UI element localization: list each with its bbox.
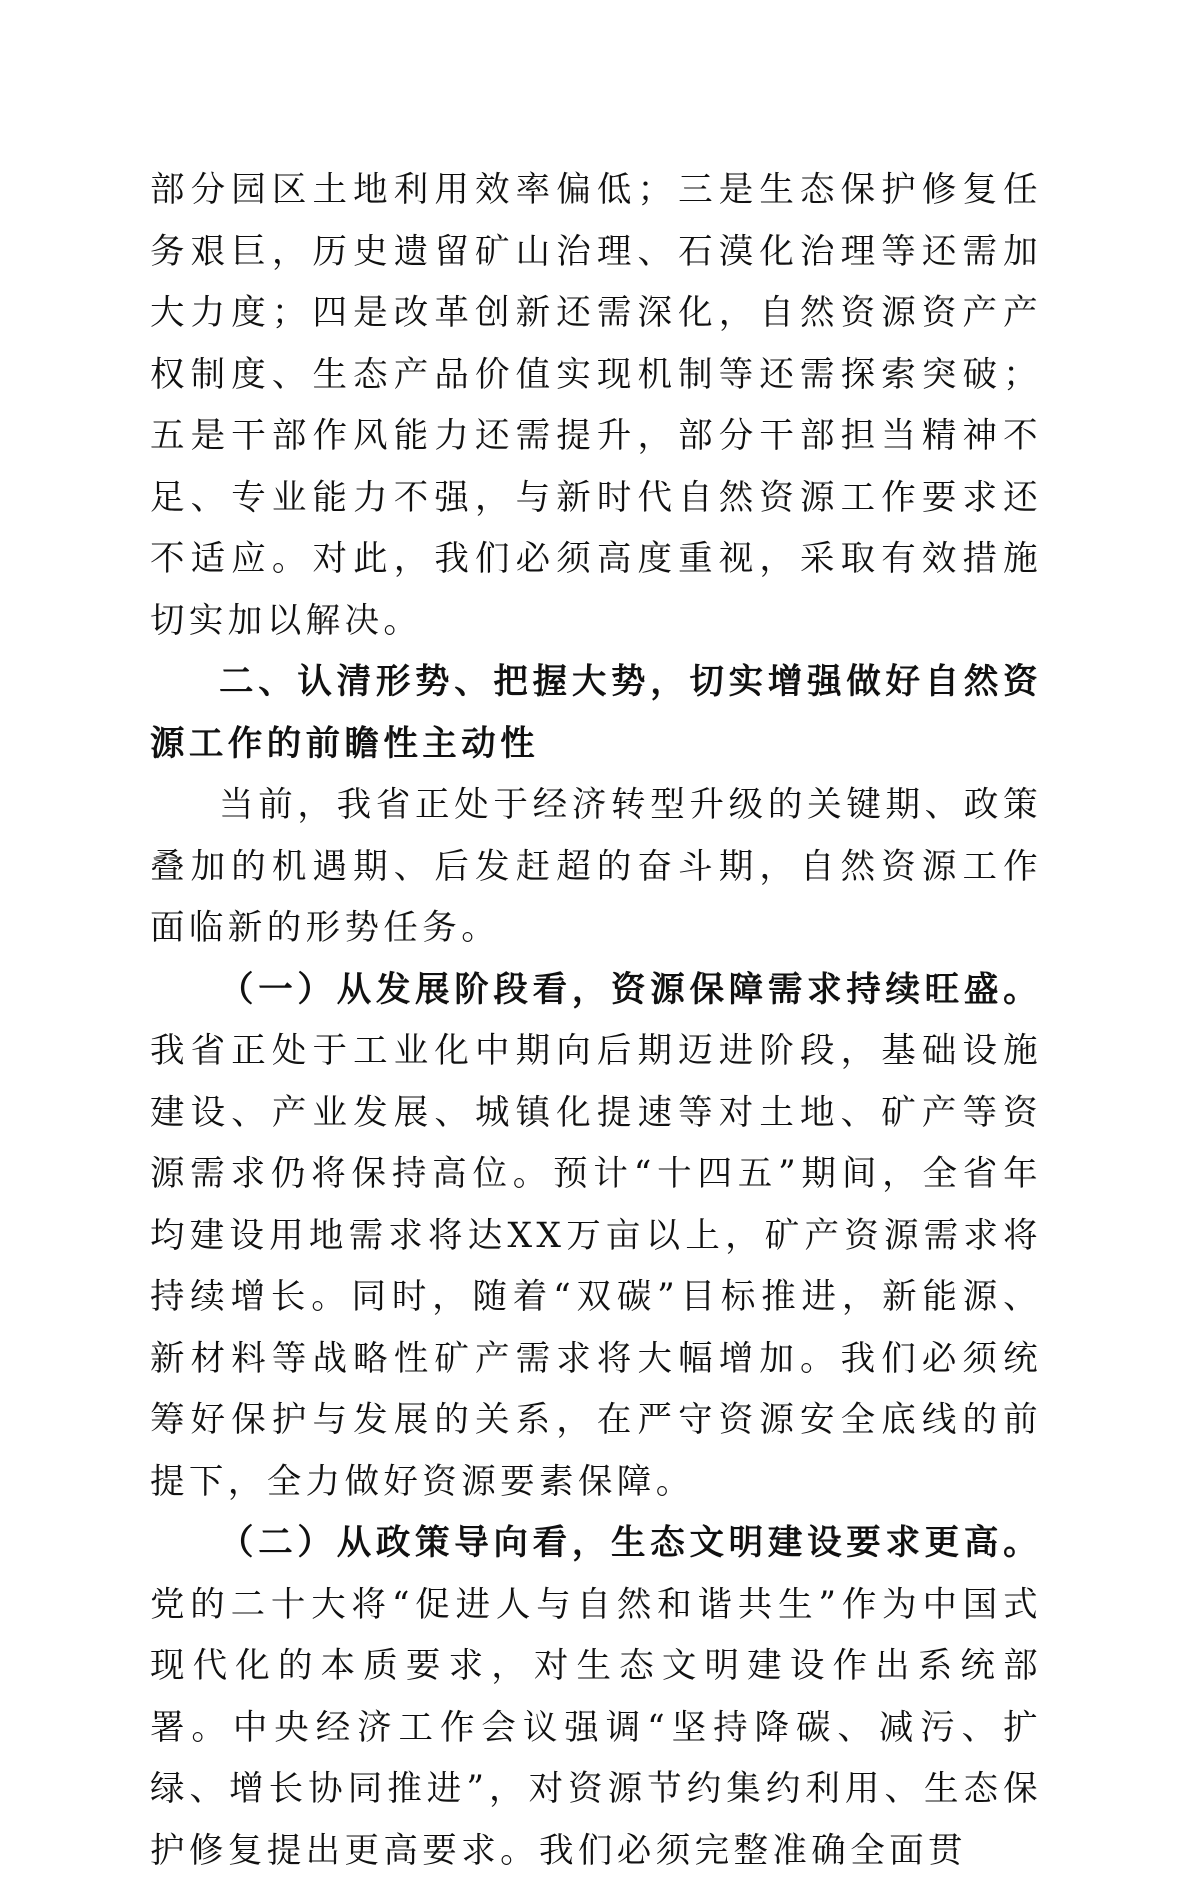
subsection-two-body: 党的二十大将“促进人与自然和谐共生”作为中国式现代化的本质要求，对生态文明建设作出系统部署。中央经济工作会议强调“坚持降碳、减污、扩绿、增长协同推进”，对资源节约集约利用、生态保护修复提出更高要求。我们必须完整准确全面贯 xyxy=(150,1584,1042,1871)
paragraph-current-situation: 当前，我省正处于经济转型升级的关键期、政策叠加的机遇期、后发赶超的奋斗期，自然资源工作面临新的形势任务。 xyxy=(150,785,1042,948)
paragraph-issues-continued: 部分园区土地利用效率偏低；三是生态保护修复任务艰巨，历史遗留矿山治理、石漠化治理等还需加大力度；四是改革创新还需深化，自然资源资产产权制度、生态产品价值实现机制等还需探索突破；五是干部作风能力还需提升，部分干部担当精神不足、专业能力不强，与新时代自然资源工作要求还不适应。对此，我们必须高度重视，采取有效措施切实加以解决。 xyxy=(150,170,1042,641)
subsection-two-title: （二）从政策导向看，生态文明建设要求更高。 xyxy=(219,1523,1042,1563)
paragraph-subsection-one xyxy=(150,960,1042,1514)
subsection-one-body: 我省正处于工业化中期向后期迈进阶段，基础设施建设、产业发展、城镇化提速等对土地、矿产等资源需求仍将保持高位。预计“十四五”期间，全省年均建设用地需求将达XX万亩以上，矿产资源需求将持续增长。同时，随着“双碳”目标推进，新能源、新材料等战略性矿产需求将大幅增加。我们必须统筹好保护与发展的关系，在严守资源安全底线的前提下，全力做好资源要素保障。 xyxy=(150,1031,1042,1502)
paragraph-subsection-two xyxy=(150,1513,1042,1882)
section-heading-two: 二、认清形势、把握大势，切实增强做好自然资源工作的前瞻性主动性 xyxy=(150,662,1042,764)
subsection-one-title: （一）从发展阶段看，资源保障需求持续旺盛。 xyxy=(219,969,1042,1010)
document-page xyxy=(150,160,1042,1882)
